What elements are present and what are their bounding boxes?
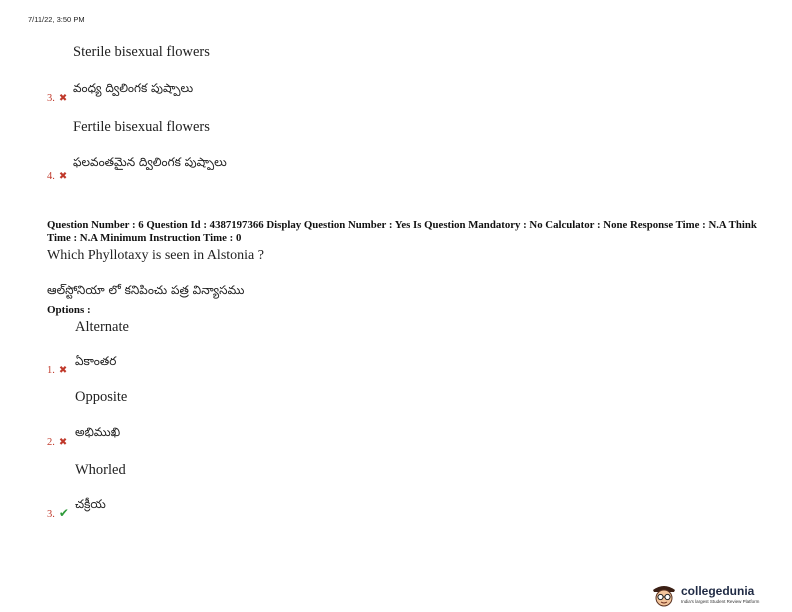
option-number-row	[47, 88, 67, 106]
mascot-icon	[650, 581, 678, 608]
brand-name: collegedunia	[681, 584, 755, 598]
option-number-row	[47, 504, 69, 522]
question-metadata: Question Number : 6 Question Id : 4387197366 Display Question Number : Yes Is Question Mandatory : No Calculator : None Response Time : N.A Think Time : N.A Minimum Instruction Time : 0	[47, 219, 757, 244]
collegedunia-watermark	[650, 580, 790, 610]
option-telugu-text: చక్రీయ	[75, 497, 106, 511]
option-number: 3.	[47, 93, 55, 104]
option-telugu-text: అభిముఖి	[75, 425, 121, 439]
option-number: 3.	[47, 509, 55, 520]
cross-icon: ✖	[58, 437, 68, 448]
option-telugu-text: వంధ్య ద్విలింగక పుష్పాలు	[73, 81, 194, 95]
option-telugu-text: ఏకాంతర	[75, 354, 117, 368]
question-text-english: Which Phyllotaxy is seen in Alstonia ?	[47, 248, 264, 263]
option-english-text: Fertile bisexual flowers	[73, 119, 210, 135]
option-number-row	[47, 432, 67, 450]
option-number: 4.	[47, 171, 55, 182]
cross-icon: ✖	[58, 171, 68, 182]
option-english-text: Whorled	[75, 462, 126, 478]
option-number: 2.	[47, 437, 55, 448]
option-number-row	[47, 166, 67, 184]
option-english-text: Opposite	[75, 389, 128, 405]
checkmark-icon: ✔	[58, 506, 69, 520]
options-label: Options :	[47, 304, 91, 316]
print-timestamp: 7/11/22, 3:50 PM	[28, 15, 85, 24]
option-english-text: Sterile bisexual flowers	[73, 44, 210, 60]
option-number: 1.	[47, 365, 55, 376]
cross-icon: ✖	[58, 93, 68, 104]
option-telugu-text: ఫలవంతమైన ద్విలింగక పుష్పాలు	[73, 155, 227, 169]
question-text-telugu: ఆల్‌స్టోనియా లో కనిపించు పత్ర విన్యాసము	[47, 283, 245, 297]
cross-icon: ✖	[58, 365, 68, 376]
option-number-row	[47, 360, 67, 378]
brand-tagline: India's largest Student Review Platform	[681, 599, 760, 604]
option-english-text: Alternate	[75, 319, 129, 335]
